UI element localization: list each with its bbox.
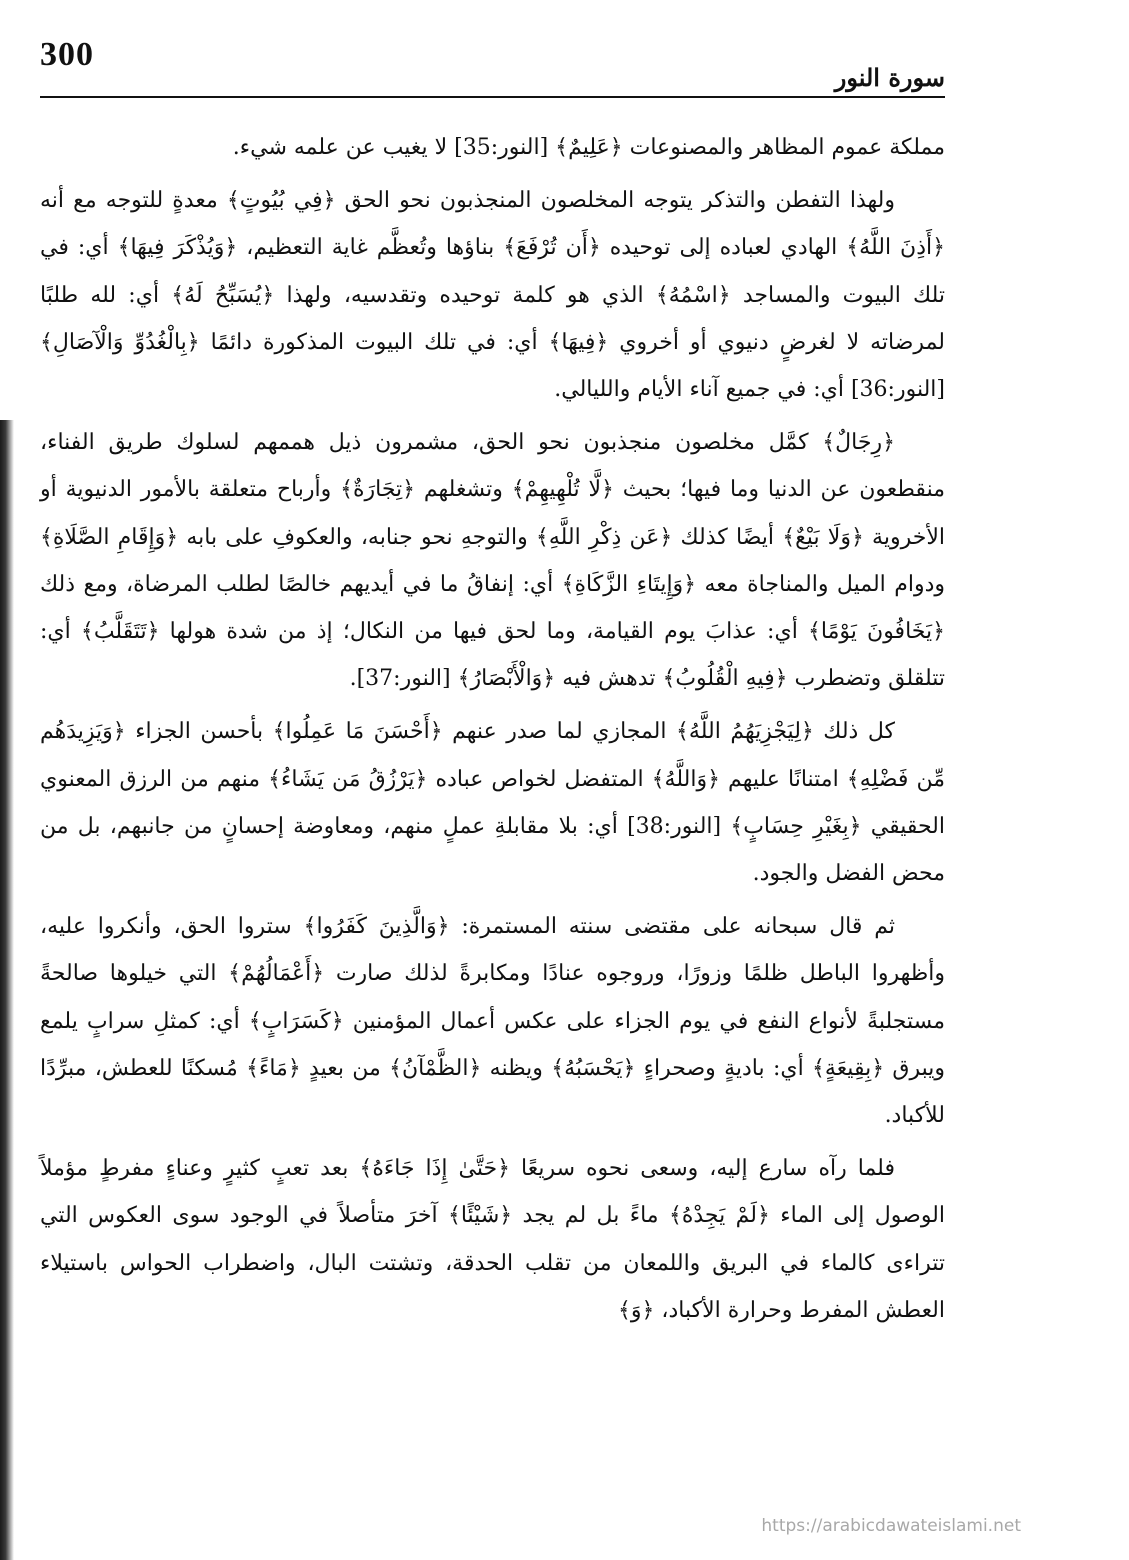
page-body: [40, 124, 945, 1334]
paragraph-2: ولهذا التفطن والتذكر يتوجه المخلصون المنجذبون نحو الحق ﴿فِي بُيُوتٍ﴾ معدةٍ للتوجه مع أنه ﴿أَذِنَ اللَّهُ﴾ الهادي لعباده إلى توحيده ﴿أَن تُرْفَعَ﴾ بناؤها وتُعظَّم غاية التعظيم، ﴿وَيُذْكَرَ فِيهَا﴾ أي: في تلك البيوت والمساجد ﴿اسْمُهُ﴾ الذي هو كلمة توحيده وتقدسيه، ولهذا ﴿يُسَبِّحُ لَهُ﴾ أي: لله طلبًا لمرضاته لا لغرضٍ دنيوي أو أخروي ﴿فِيهَا﴾ أي: في تلك البيوت المذكورة دائمًا ﴿بِالْغُدُوِّ وَالْآصَالِ﴾ [النور:36] أي: في جميع آناء الأيام والليالي.: [40, 188, 945, 403]
paragraph-5: ثم قال سبحانه على مقتضى سنته المستمرة: ﴿وَالَّذِينَ كَفَرُوا﴾ ستروا الحق، وأنكروا عليه، وأظهروا الباطل ظلمًا وزورًا، وروجوه عنادًا ومكابرةً لذلك صارت ﴿أَعْمَالُهُمْ﴾ التي خيلوها صالحةً مستجلبةً لأنواع النفع في يوم الجزاء على عكس أعمال المؤمنين ﴿كَسَرَابٍ﴾ أي: كمثلِ سرابٍ يلمع ويبرق ﴿بِقِيعَةٍ﴾ أي: باديةٍ وصحراءٍ ﴿يَحْسَبُهُ﴾ ويظنه ﴿الظَّمْآنُ﴾ من بعيدٍ ﴿مَاءً﴾ مُسكنًا للعطش، مبرِّدًا للأكباد.: [40, 914, 945, 1129]
paragraph-6: فلما رآه سارع إليه، وسعى نحوه سريعًا ﴿حَتَّىٰ إِذَا جَاءَهُ﴾ بعد تعبٍ كثيرٍ وعناءٍ مفرطٍ مؤملاً الوصول إلى الماء ﴿لَمْ يَجِدْهُ﴾ ماءً بل لم يجد ﴿شَيْئًا﴾ آخرَ متأصلاً في الوجود سوى العكوس التي تتراءى كالماء في البريق واللمعان من تقلب الحدقة، وتشتت البال، واضطراب الحواس باستيلاء العطش المفرط وحرارة الأكباد، ﴿وَ﴾: [40, 1156, 945, 1323]
page-number: 300: [40, 36, 94, 73]
scan-dark-edge: [0, 420, 14, 1560]
paragraph-1: مملكة عموم المظاهر والمصنوعات ﴿عَلِيمٌ﴾ [النور:35] لا يغيب عن علمه شيء.: [232, 135, 945, 160]
book-page: [40, 30, 945, 1520]
source-watermark: https://arabicdawateislami.net: [761, 1516, 1021, 1536]
paragraph-3: ﴿رِجَالٌ﴾ كمَّل مخلصون منجذبون نحو الحق، مشمرون ذيل هممهم لسلوك طريق الفناء، منقطعون عن الدنيا وما فيها؛ بحيث ﴿لَّا تُلْهِيهِمْ﴾ وتشغلهم ﴿تِجَارَةٌ﴾ وأرباح متعلقة بالأمور الدنيوية أو الأخروية ﴿وَلَا بَيْعٌ﴾ أيضًا كذلك ﴿عَن ذِكْرِ اللَّهِ﴾ والتوجهِ نحو جنابه، والعكوفِ على بابه ﴿وَإِقَامِ الصَّلَاةِ﴾ ودوام الميل والمناجاة معه ﴿وَإِيتَاءِ الزَّكَاةِ﴾ أي: إنفاقُ ما في أيديهم خالصًا لطلب المرضاة، ومع ذلك ﴿يَخَافُونَ يَوْمًا﴾ أي: عذابَ يوم القيامة، وما لحق فيها من النكال؛ إذ من شدة هولها ﴿تَتَقَلَّبُ﴾ أي: تتلقلق وتضطرب ﴿فِيهِ الْقُلُوبُ﴾ تدهش فيه ﴿وَالْأَبْصَارُ﴾ [النور:37].: [40, 430, 945, 692]
paragraph-4: كل ذلك ﴿لِيَجْزِيَهُمُ اللَّهُ﴾ المجازي لما صدر عنهم ﴿أَحْسَنَ مَا عَمِلُوا﴾ بأحسن الجزاء ﴿وَيَزِيدَهُم مِّن فَضْلِهِ﴾ امتنانًا عليهم ﴿وَاللَّهُ﴾ المتفضل لخواص عباده ﴿يَرْزُقُ مَن يَشَاءُ﴾ منهم من الرزق المعنوي الحقيقي ﴿بِغَيْرِ حِسَابٍ﴾ [النور:38] أي: بلا مقابلةِ عملٍ منهم، ومعاوضة إحسانٍ من جانبهم، بل من محض الفضل والجود.: [40, 719, 945, 887]
page-header: [40, 30, 945, 98]
surah-title: سورة النور: [834, 63, 945, 92]
